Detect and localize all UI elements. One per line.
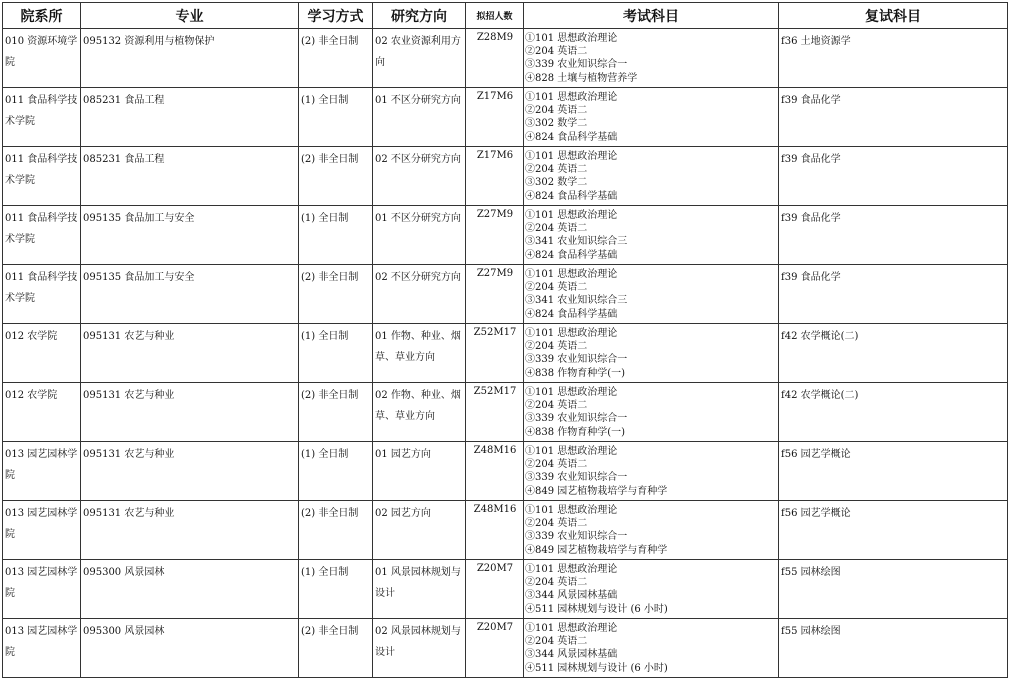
research-direction-cell: 02 不区分研究方向 (373, 265, 466, 324)
header-retest-subject: 复试科目 (779, 3, 1008, 29)
major-cell: 095135 食品加工与安全 (81, 265, 299, 324)
retest-subject-cell: f56 园艺学概论 (779, 442, 1008, 501)
dept-cell: 013 园艺园林学院 (3, 619, 81, 678)
exam-subject: ②204 英语二 (525, 518, 588, 530)
exam-subject: ①101 思想政治理论 (525, 505, 618, 516)
exam-subject: ④824 食品科学基础 (525, 308, 618, 320)
study-mode-cell: (1) 全日制 (299, 88, 373, 147)
retest-subject-cell: f42 农学概论(二) (779, 383, 1008, 442)
exam-subject: ①101 思想政治理论 (525, 151, 618, 162)
exam-subject: ①101 思想政治理论 (525, 564, 618, 575)
planned-enrollment-cell: Z17M6 (466, 147, 524, 206)
exam-subject: ④824 食品科学基础 (525, 249, 618, 261)
exam-subject: ④824 食品科学基础 (525, 190, 618, 202)
exam-subject: ①101 思想政治理论 (525, 210, 618, 221)
table-row (3, 29, 1008, 88)
study-mode-cell: (2) 非全日制 (299, 265, 373, 324)
dept-cell: 011 食品科学技术学院 (3, 265, 81, 324)
research-direction-cell: 02 农业资源利用方向 (373, 29, 466, 88)
table-row (3, 442, 1008, 501)
major-cell: 085231 食品工程 (81, 88, 299, 147)
retest-subject-cell: f39 食品化学 (779, 265, 1008, 324)
exam-subject: ③344 风景园林基础 (525, 590, 618, 602)
dept-cell: 013 园艺园林学院 (3, 560, 81, 619)
major-cell: 095135 食品加工与安全 (81, 206, 299, 265)
exam-subject: ④849 园艺植物栽培学与育种学 (525, 485, 668, 497)
research-direction-cell: 01 作物、种业、烟草、草业方向 (373, 324, 466, 383)
exam-subject: ①101 思想政治理论 (525, 92, 618, 103)
exam-subject: ②204 英语二 (525, 282, 588, 294)
dept-cell: 011 食品科学技术学院 (3, 206, 81, 265)
retest-subject-cell: f55 园林绘图 (779, 560, 1008, 619)
study-mode-cell: (2) 非全日制 (299, 501, 373, 560)
header-exam-subjects: 考试科目 (524, 3, 779, 29)
header-study-mode: 学习方式 (299, 3, 373, 29)
exam-subject: ①101 思想政治理论 (525, 269, 618, 280)
retest-subject-cell: f39 食品化学 (779, 206, 1008, 265)
research-direction-cell: 02 风景园林规划与设计 (373, 619, 466, 678)
table-row (3, 324, 1008, 383)
planned-enrollment-cell: Z20M7 (466, 619, 524, 678)
planned-enrollment-cell: Z27M9 (466, 206, 524, 265)
exam-subject: ④849 园艺植物栽培学与育种学 (525, 544, 668, 556)
dept-cell: 012 农学院 (3, 383, 81, 442)
exam-subject: ②204 英语二 (525, 577, 588, 589)
exam-subjects-cell (524, 29, 779, 88)
header-dept: 院系所 (3, 3, 81, 29)
research-direction-cell: 01 不区分研究方向 (373, 206, 466, 265)
planned-enrollment-cell: Z28M9 (466, 29, 524, 88)
research-direction-cell: 02 不区分研究方向 (373, 147, 466, 206)
exam-subject: ③302 数学二 (525, 177, 588, 189)
major-cell: 095131 农艺与种业 (81, 324, 299, 383)
exam-subject: ②204 英语二 (525, 223, 588, 235)
exam-subject: ③339 农业知识综合一 (525, 354, 628, 366)
exam-subject: ③341 农业知识综合三 (525, 236, 628, 248)
retest-subject-cell: f42 农学概论(二) (779, 324, 1008, 383)
header-row (3, 3, 1008, 29)
planned-enrollment-cell: Z52M17 (466, 383, 524, 442)
major-cell: 095131 农艺与种业 (81, 383, 299, 442)
exam-subjects-cell (524, 560, 779, 619)
study-mode-cell: (1) 全日制 (299, 206, 373, 265)
retest-subject-cell: f39 食品化学 (779, 147, 1008, 206)
exam-subject: ④838 作物育种学(一) (525, 426, 626, 438)
exam-subject: ①101 思想政治理论 (525, 446, 618, 457)
exam-subject: ①101 思想政治理论 (525, 33, 618, 44)
research-direction-cell: 02 园艺方向 (373, 501, 466, 560)
study-mode-cell: (2) 非全日制 (299, 619, 373, 678)
exam-subject: ②204 英语二 (525, 164, 588, 176)
dept-cell: 011 食品科学技术学院 (3, 147, 81, 206)
exam-subject: ②204 英语二 (525, 459, 588, 471)
study-mode-cell: (1) 全日制 (299, 560, 373, 619)
table-row (3, 383, 1008, 442)
exam-subjects-cell (524, 324, 779, 383)
exam-subject: ②204 英语二 (525, 105, 588, 117)
exam-subject: ①101 思想政治理论 (525, 387, 618, 398)
major-cell: 095300 风景园林 (81, 560, 299, 619)
exam-subjects-cell (524, 383, 779, 442)
table-row (3, 619, 1008, 678)
header-research-direction: 研究方向 (373, 3, 466, 29)
retest-subject-cell: f56 园艺学概论 (779, 501, 1008, 560)
exam-subject: ②204 英语二 (525, 400, 588, 412)
exam-subjects-cell (524, 88, 779, 147)
planned-enrollment-cell: Z52M17 (466, 324, 524, 383)
exam-subject: ③339 农业知识综合一 (525, 413, 628, 425)
exam-subjects-cell (524, 619, 779, 678)
table-row (3, 265, 1008, 324)
exam-subject: ④511 园林规划与设计 (6 小时) (525, 662, 668, 674)
exam-subject: ②204 英语二 (525, 341, 588, 353)
study-mode-cell: (1) 全日制 (299, 442, 373, 501)
research-direction-cell: 01 园艺方向 (373, 442, 466, 501)
exam-subject: ③302 数学二 (525, 118, 588, 130)
exam-subject: ②204 英语二 (525, 46, 588, 58)
exam-subject: ④828 土壤与植物营养学 (525, 72, 638, 84)
planned-enrollment-cell: Z48M16 (466, 501, 524, 560)
major-cell: 095131 农艺与种业 (81, 442, 299, 501)
table-row (3, 88, 1008, 147)
study-mode-cell: (1) 全日制 (299, 324, 373, 383)
dept-cell: 011 食品科学技术学院 (3, 88, 81, 147)
exam-subject: ④824 食品科学基础 (525, 131, 618, 143)
admissions-table (2, 2, 1008, 678)
planned-enrollment-cell: Z20M7 (466, 560, 524, 619)
dept-cell: 013 园艺园林学院 (3, 442, 81, 501)
exam-subjects-cell (524, 206, 779, 265)
retest-subject-cell: f39 食品化学 (779, 88, 1008, 147)
table-row (3, 206, 1008, 265)
dept-cell: 012 农学院 (3, 324, 81, 383)
table-row (3, 501, 1008, 560)
retest-subject-cell: f55 园林绘图 (779, 619, 1008, 678)
exam-subject: ③339 农业知识综合一 (525, 59, 628, 71)
header-major: 专业 (81, 3, 299, 29)
exam-subjects-cell (524, 147, 779, 206)
exam-subject: ②204 英语二 (525, 636, 588, 648)
study-mode-cell: (2) 非全日制 (299, 383, 373, 442)
exam-subject: ③344 风景园林基础 (525, 649, 618, 661)
planned-enrollment-cell: Z48M16 (466, 442, 524, 501)
table-row (3, 560, 1008, 619)
exam-subject: ①101 思想政治理论 (525, 623, 618, 634)
exam-subject: ③341 农业知识综合三 (525, 295, 628, 307)
major-cell: 095300 风景园林 (81, 619, 299, 678)
exam-subject: ④511 园林规划与设计 (6 小时) (525, 603, 668, 615)
exam-subjects-cell (524, 265, 779, 324)
major-cell: 085231 食品工程 (81, 147, 299, 206)
dept-cell: 010 资源环境学院 (3, 29, 81, 88)
planned-enrollment-cell: Z17M6 (466, 88, 524, 147)
exam-subjects-cell (524, 442, 779, 501)
research-direction-cell: 01 风景园林规划与设计 (373, 560, 466, 619)
exam-subject: ①101 思想政治理论 (525, 328, 618, 339)
research-direction-cell: 02 作物、种业、烟草、草业方向 (373, 383, 466, 442)
research-direction-cell: 01 不区分研究方向 (373, 88, 466, 147)
planned-enrollment-cell: Z27M9 (466, 265, 524, 324)
exam-subject: ④838 作物育种学(一) (525, 367, 626, 379)
exam-subject: ③339 农业知识综合一 (525, 531, 628, 543)
exam-subjects-cell (524, 501, 779, 560)
retest-subject-cell: f36 土地资源学 (779, 29, 1008, 88)
dept-cell: 013 园艺园林学院 (3, 501, 81, 560)
major-cell: 095132 资源利用与植物保护 (81, 29, 299, 88)
study-mode-cell: (2) 非全日制 (299, 29, 373, 88)
major-cell: 095131 农艺与种业 (81, 501, 299, 560)
header-planned-enrollment: 拟招人数 (466, 3, 524, 29)
exam-subject: ③339 农业知识综合一 (525, 472, 628, 484)
table-row (3, 147, 1008, 206)
study-mode-cell: (2) 非全日制 (299, 147, 373, 206)
